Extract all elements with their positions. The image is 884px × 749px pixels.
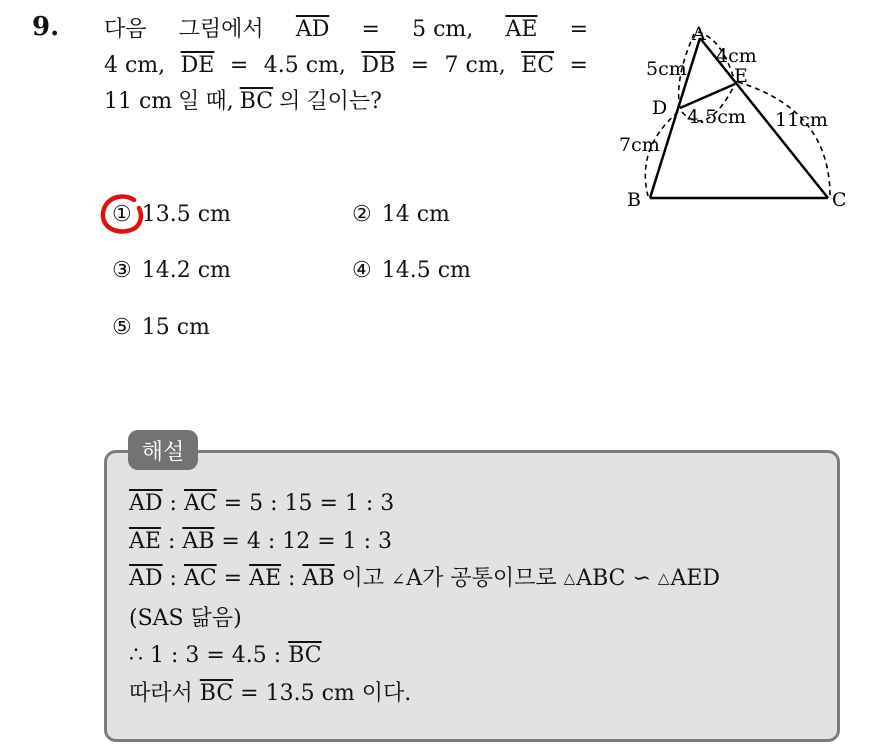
triangle-symbol: △ — [563, 569, 576, 587]
segment-de — [680, 84, 735, 108]
length-ae: 4cm — [716, 45, 757, 67]
label-c: C — [832, 189, 847, 211]
length-de: 4.5cm — [687, 106, 746, 128]
question-text — [104, 12, 588, 120]
question-line-3: 11 cm 일 때, $\overline{BC}$ 의 길이는? — [104, 89, 382, 114]
solution-line-2: $\overline{AE}$ : $\overline{AB} = 4$ : 12 = 1 : 3 — [129, 528, 393, 554]
triangle-symbol: △ — [657, 569, 670, 587]
solution-line-6: 따라서 $\overline{BC} = 13.5$ cm 이다. — [129, 680, 412, 706]
solution-lines — [129, 485, 720, 712]
selected-answer-mark — [98, 190, 148, 240]
question-line-2: 4 cm, $\overline{DE}$ = 4.5 cm, $\overline{DB}$ = 7 cm, $\overline{EC}$ = — [104, 53, 588, 78]
choice-3[interactable]: ③ 14.2 cm — [112, 258, 231, 283]
question-number: 9. — [32, 12, 60, 42]
length-db: 7cm — [619, 134, 660, 156]
choice-5[interactable]: ⑤ 15 cm — [112, 315, 210, 340]
angle-symbol: ∠ — [391, 570, 406, 590]
question-line-1: 다음 그림에서 $\overline{AD}$ = 5 cm, $\overline{AE}$ = — [104, 17, 588, 42]
solution-tag: 해설 — [128, 430, 198, 470]
solution-line-3: $\overline{AD}$ : $\overline{AC} = \overline{AE}$ : $\overline{AB}$ 이고 ∠A가 공통이므로 △ABC ∽ △AED — [129, 560, 720, 600]
label-d: D — [652, 97, 668, 119]
triangle-figure — [610, 20, 860, 220]
choice-1[interactable]: ① 13.5 cm — [112, 202, 231, 227]
choice-2[interactable]: ② 14 cm — [352, 202, 450, 227]
label-e: E — [734, 65, 748, 87]
solution-line-4: (SAS 닮음) — [129, 605, 242, 631]
length-ad: 5cm — [646, 58, 687, 80]
label-a: A — [692, 23, 706, 45]
solution-box — [104, 450, 840, 742]
solution-line-5: ∴ 1 : 3 = 4.5 : $\overline{BC}$ — [129, 643, 322, 668]
label-b: B — [627, 189, 641, 211]
choice-4[interactable]: ④ 14.5 cm — [352, 258, 471, 283]
arc-ec — [738, 82, 830, 196]
length-ec: 11cm — [775, 109, 828, 131]
solution-line-1: $\overline{AD}$ : $\overline{AC} = 5$ : 15 = 1 : 3 — [129, 491, 395, 516]
